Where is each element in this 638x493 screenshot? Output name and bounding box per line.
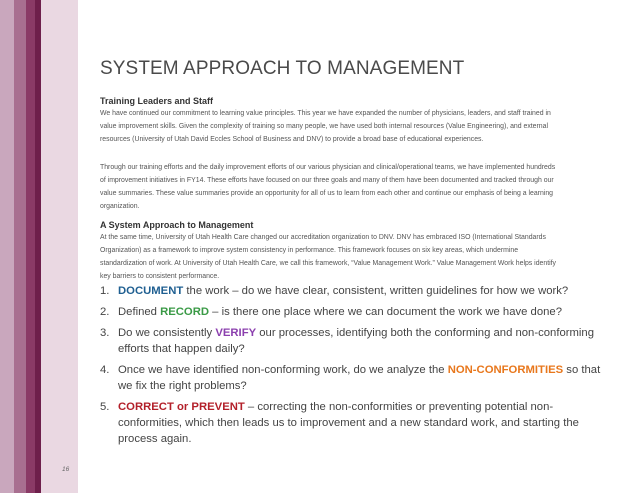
steps-list — [100, 283, 610, 452]
list-item — [100, 325, 610, 357]
step-keyword: VERIFY — [215, 327, 257, 339]
decorative-stripes — [0, 0, 78, 493]
step-keyword: CORRECT or PREVENT — [118, 401, 245, 413]
step-number: 3. — [100, 327, 110, 339]
step-number: 4. — [100, 364, 110, 376]
step-text: Once we have identified non-conforming work, do we analyze the — [118, 364, 448, 376]
step-keyword: NON-CONFORMITIES — [447, 364, 564, 376]
training-paragraph: We have continued our commitment to learning value principles. This year we have expanded the number of physicians, leaders, and staff trained in value improvement skills. Given the complexity of training so many people, we have used both internal resources (Value Engineering), and external resources (University of Utah David Eccles School of Business and DNV) to provide a broad base of educational experiences. — [100, 110, 551, 143]
step-text: Defined — [118, 306, 161, 318]
page-number: 16 — [62, 466, 70, 473]
stripe — [0, 0, 14, 493]
step-text: Do we consistently — [118, 327, 216, 339]
section-heading-system-approach: A System Approach to Management — [100, 220, 254, 230]
step-text: – is there one place where we can document the work we have done? — [209, 306, 562, 318]
step-text: our processes, identifying both the conforming and non-conforming efforts that happen daily? — [118, 327, 594, 355]
stripe — [14, 0, 26, 493]
list-item — [100, 399, 610, 447]
section-heading-training: Training Leaders and Staff — [100, 96, 214, 106]
stripe — [41, 0, 78, 493]
step-number: 5. — [100, 401, 110, 413]
step-number: 2. — [100, 306, 110, 318]
step-text: – correcting the non-conformities or preventing potential non-conformities, which then leads us to improvement and a new standard work, and starting the process again. — [118, 401, 579, 445]
list-item — [100, 304, 610, 320]
step-keyword: RECORD — [160, 306, 210, 318]
training-paragraph: Through our training efforts and the daily improvement efforts of our various physician and clinical/operational teams, we have implemented hundreds of improvement initiatives in FY14. These efforts have focused on our three goals and many of them have been documented and tracked through our value summaries. These value summaries provide an opportunity for all of us to learn from each other and continue our emphasis of being a learning organization. — [100, 164, 556, 210]
step-keyword: DOCUMENT — [118, 285, 184, 297]
system-approach-paragraph: At the same time, University of Utah Health Care changed our accreditation organization to DNV. DNV has embraced ISO (International Standards Organization) as a framework to improve system consistency in performance. This framework focuses on six key areas, which undermine standardization of work. At University of Utah Health Care, we call this framework, “Value Management Work.” Value Management Work helps identify key barriers to consistent performance. — [100, 234, 557, 280]
list-item — [100, 362, 610, 394]
stripe — [26, 0, 35, 493]
list-item — [100, 283, 610, 299]
page-title: SYSTEM APPROACH TO MANAGEMENT — [100, 58, 465, 79]
step-number: 1. — [100, 285, 110, 297]
step-text: the work – do we have clear, consistent, written guidelines for how we work? — [183, 285, 569, 297]
step-text: so that we fix the right problems? — [118, 364, 601, 392]
